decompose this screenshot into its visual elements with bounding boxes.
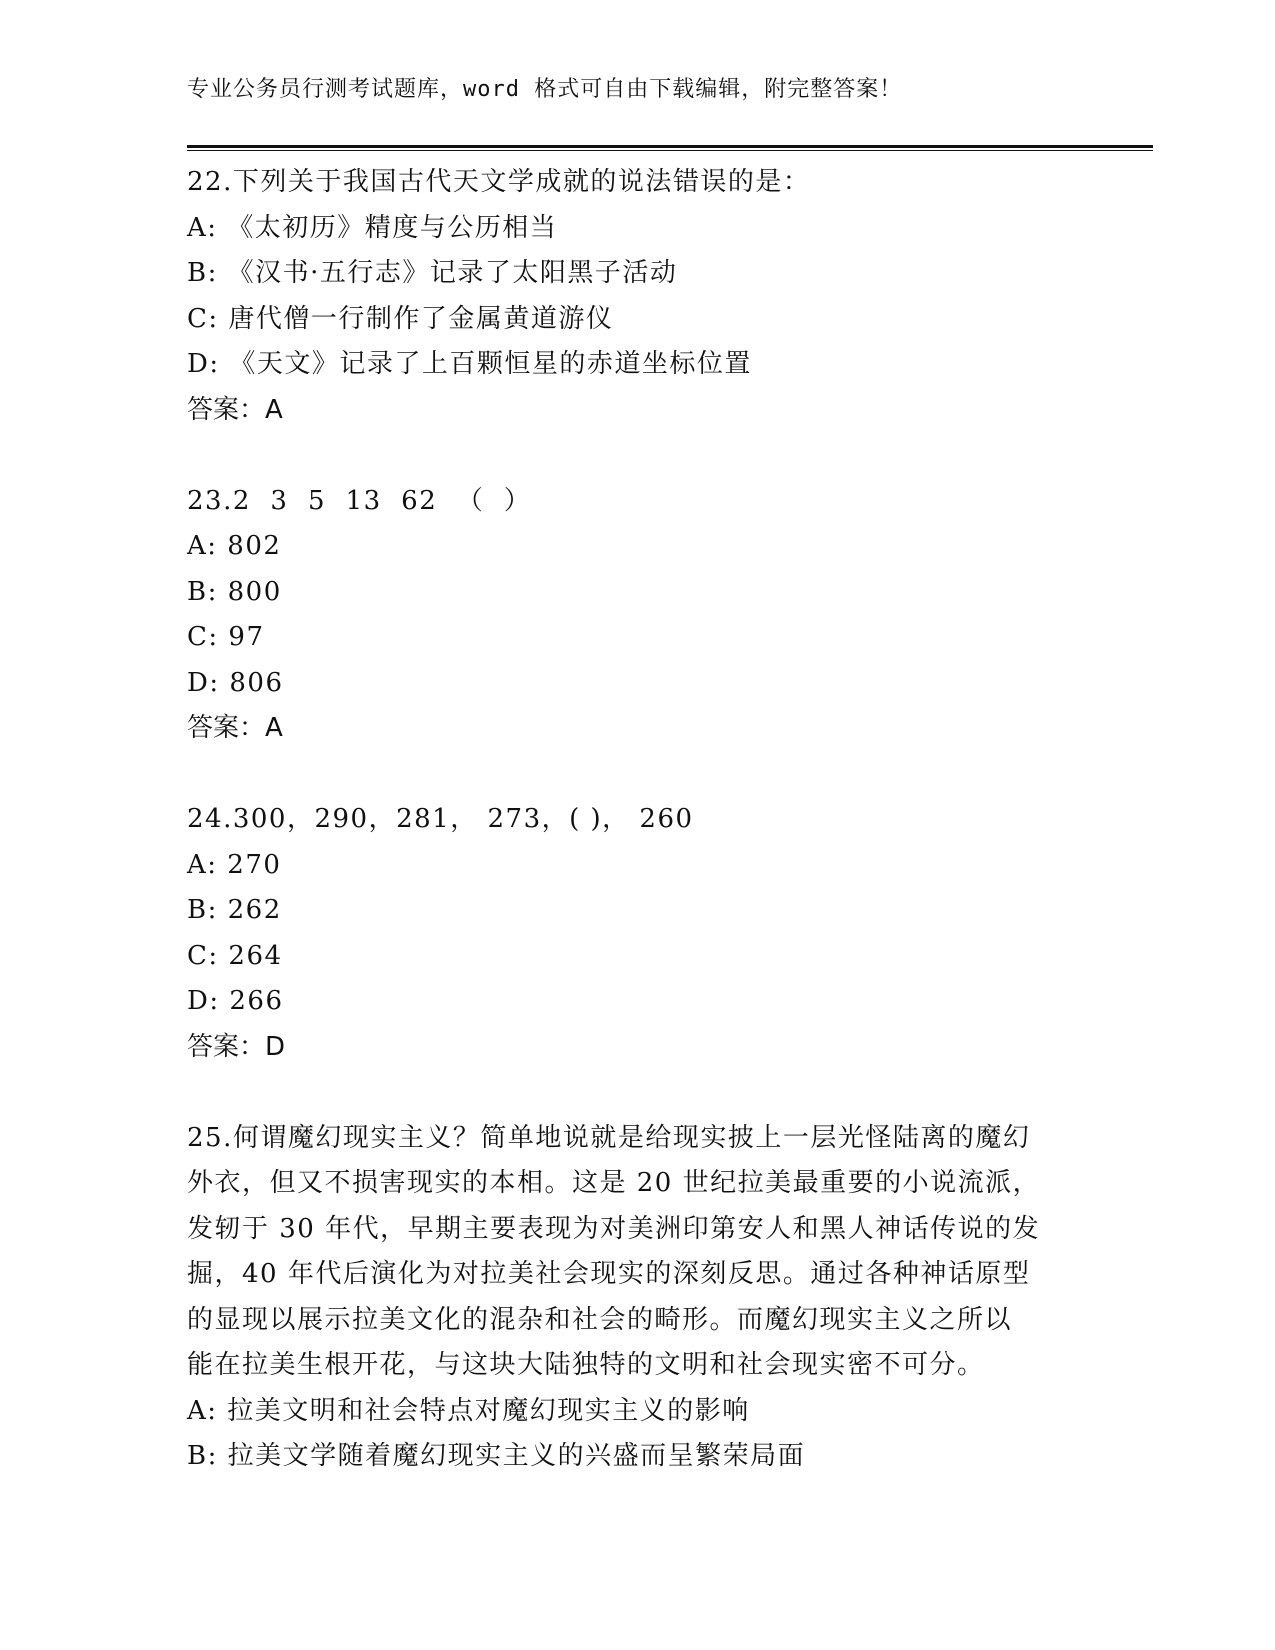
option-c: C: 唐代僧一行制作了金属黄道游仪: [187, 303, 614, 334]
option-d: D: 266: [187, 986, 284, 1016]
question-stem-line: 能在拉美生根开花，与这块大陆独特的文明和社会现实密不可分。: [187, 1350, 985, 1380]
question-stem: 24.300，290，281， 273，( )， 260: [187, 804, 694, 834]
option-d: D: 《天文》记录了上百颗恒星的赤道坐标位置: [187, 349, 752, 379]
question-stem-line: 的显现以展示拉美文化的混杂和社会的畸形。而魔幻现实主义之所以: [187, 1304, 1013, 1335]
question-24: [187, 797, 1087, 1070]
spacer: [187, 752, 1087, 798]
question-22: [187, 160, 1087, 433]
option-c: C: 264: [187, 940, 283, 971]
option-c: C: 97: [187, 622, 265, 652]
question-25: [187, 1116, 1087, 1480]
answer: 答案：D: [187, 1031, 286, 1062]
header-note: 专业公务员行测考试题库，word 格式可自由下载编辑，附完整答案！: [187, 77, 903, 102]
question-stem-line: 发轫于 30 年代，早期主要表现为对美洲印第安人和黑人神话传说的发: [187, 1213, 1041, 1244]
question-stem-line: 外衣，但又不损害现实的本相。这是 20 世纪拉美最重要的小说流派，: [187, 1168, 1041, 1198]
question-stem-line: 掘，40 年代后演化为对拉美社会现实的深刻反思。通过各种神话原型: [187, 1259, 1031, 1289]
option-b: B: 262: [187, 895, 282, 925]
option-b: B: 800: [187, 576, 282, 607]
header-rule-thick: [187, 145, 1153, 148]
question-23: [187, 479, 1087, 752]
spacer: [187, 1070, 1087, 1116]
spacer: [187, 433, 1087, 479]
option-a: A: 拉美文明和社会特点对魔幻现实主义的影响: [187, 1395, 750, 1426]
question-list: [187, 160, 1087, 1480]
option-a: A: 270: [187, 849, 282, 880]
option-b: B: 《汉书·五行志》记录了太阳黑子活动: [187, 258, 678, 288]
question-stem: 23.2 3 5 13 62 （ ）: [187, 485, 532, 516]
answer: 答案：A: [187, 713, 283, 743]
option-a: A: 《太初历》精度与公历相当: [187, 212, 558, 243]
header-rule-thin: [187, 150, 1153, 151]
question-stem: 22.下列关于我国古代天文学成就的说法错误的是：: [187, 167, 811, 197]
answer: 答案：A: [187, 394, 283, 425]
option-a: A: 802: [187, 531, 282, 561]
option-b: B: 拉美文学随着魔幻现实主义的兴盛而呈繁荣局面: [187, 1441, 806, 1471]
question-stem-line: 25.何谓魔幻现实主义？简单地说就是给现实披上一层光怪陆离的魔幻: [187, 1122, 1031, 1153]
option-d: D: 806: [187, 667, 284, 698]
